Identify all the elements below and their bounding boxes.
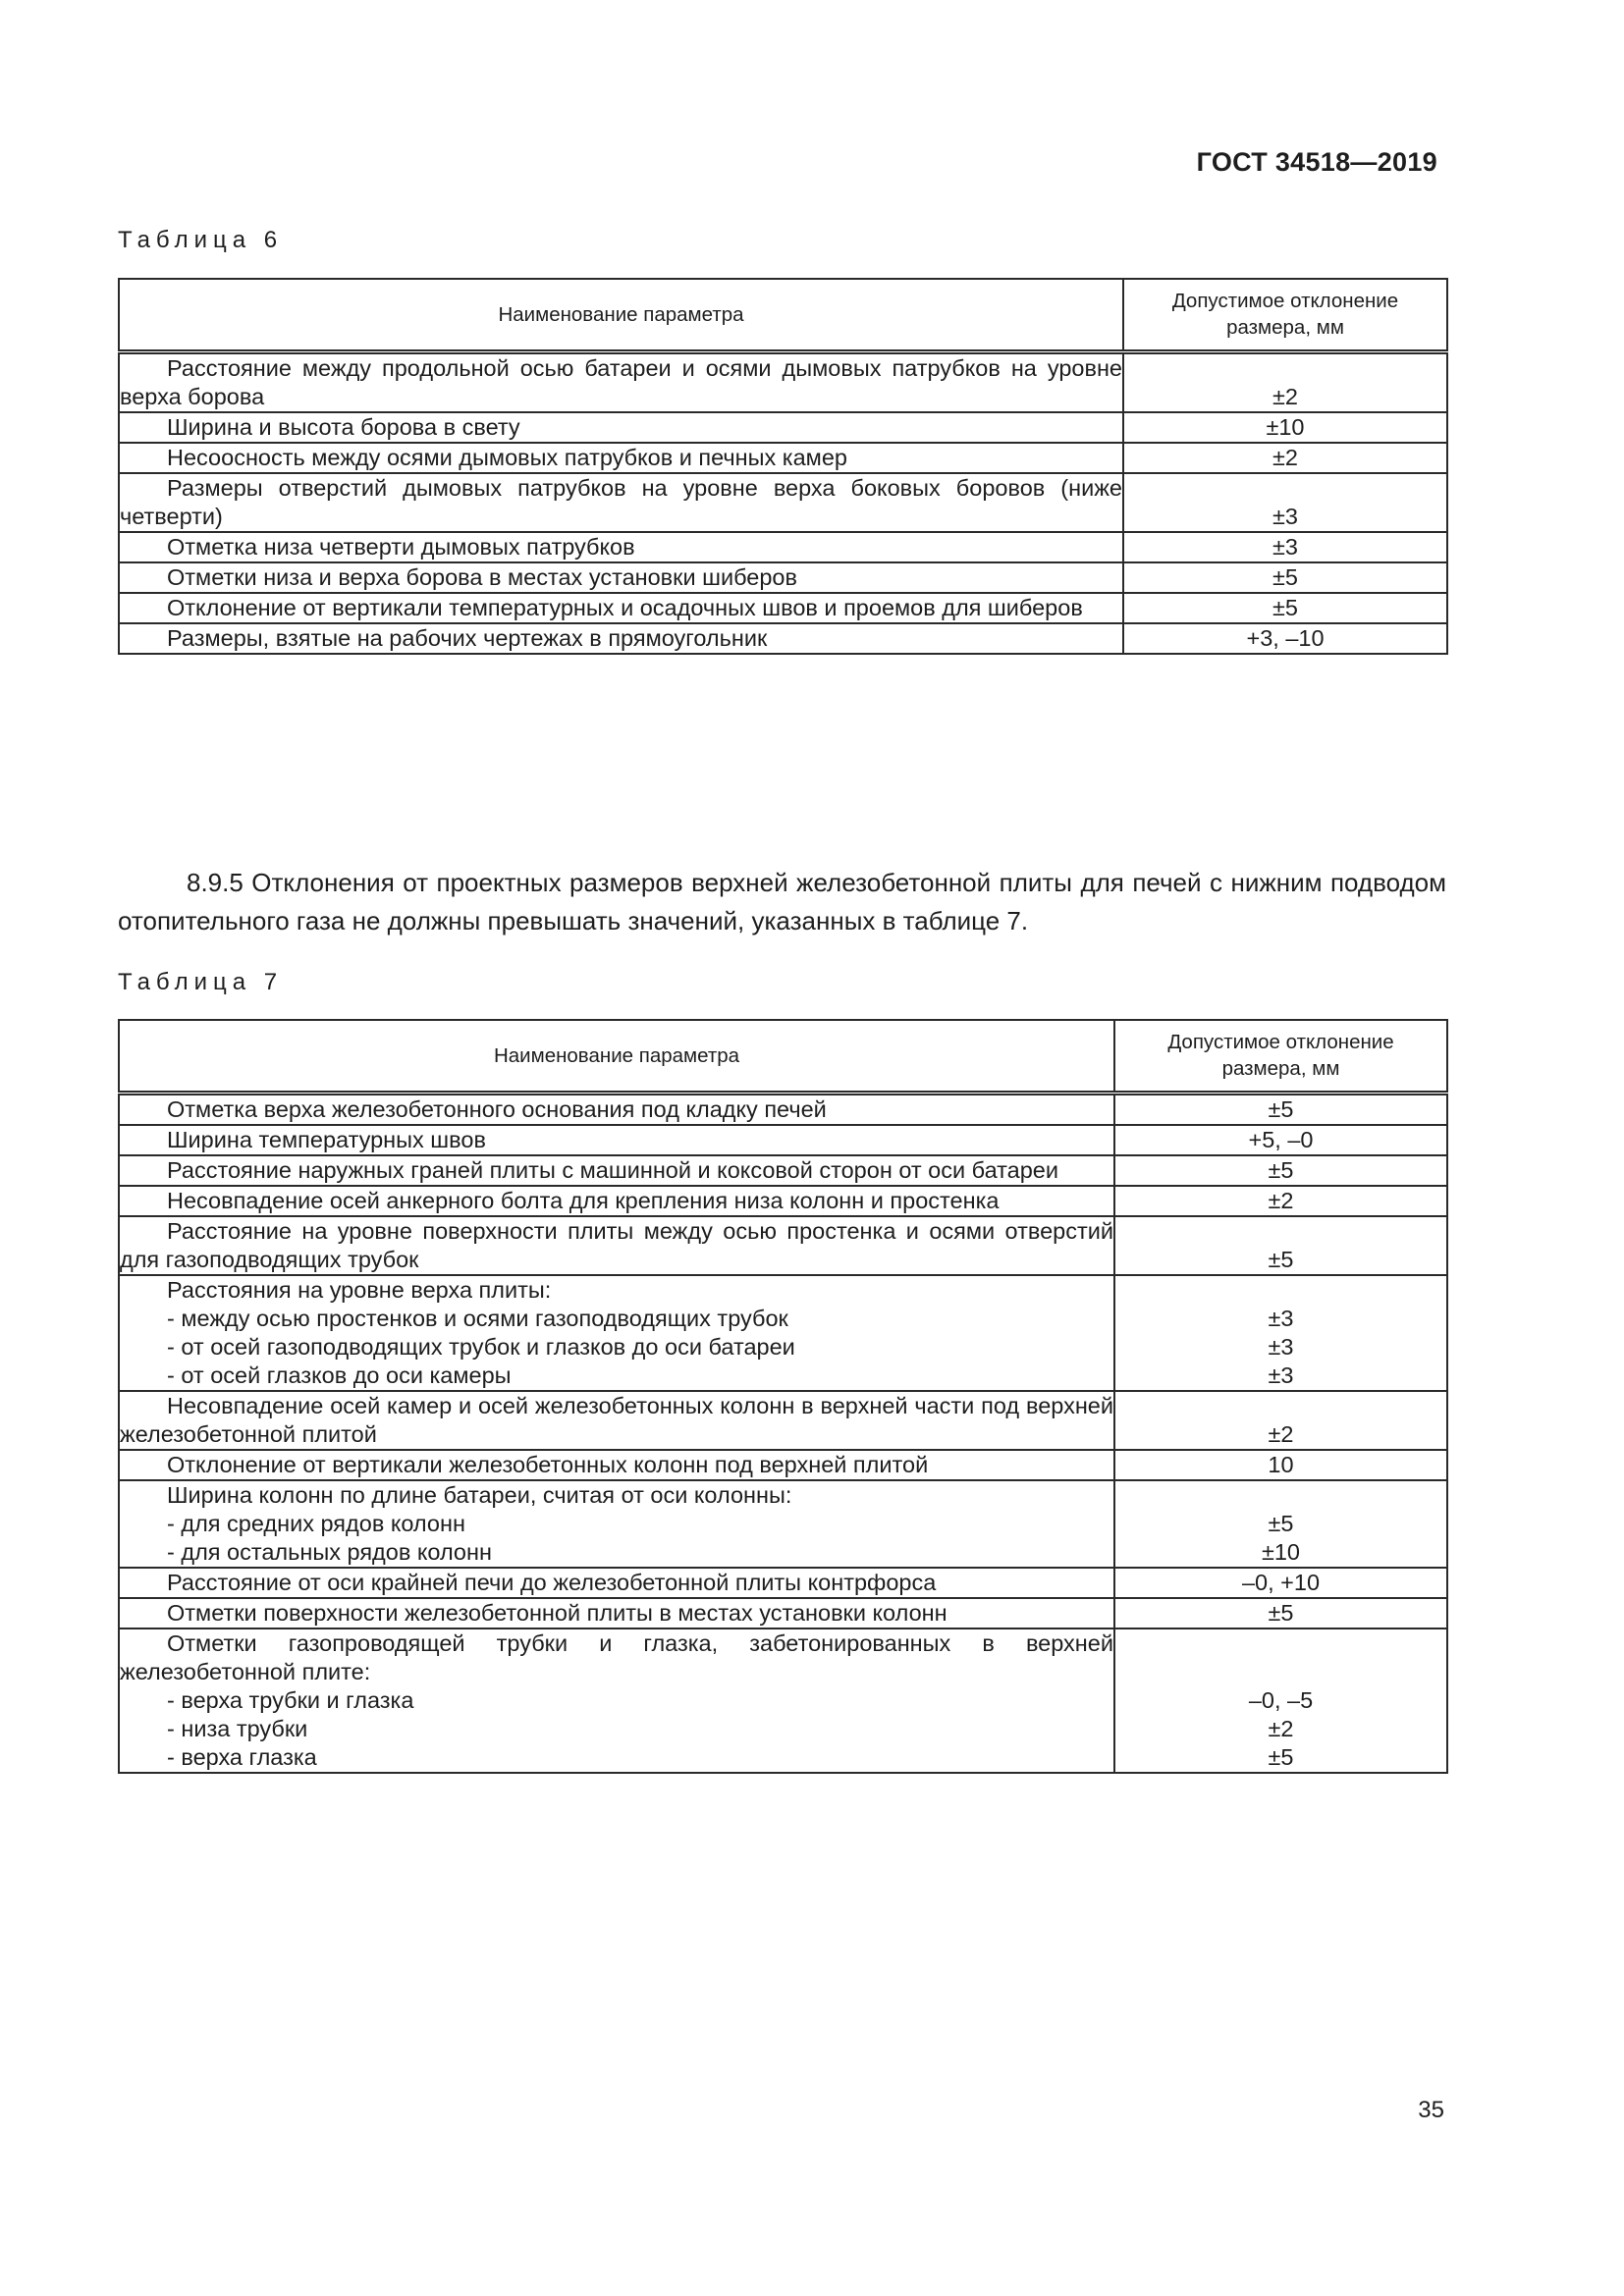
parameter-subitem: - верха трубки и глазка [167,1686,414,1713]
parameter-text: Несовпадение осей анкерного болта для крепления низа колонн и простенка [167,1187,1000,1213]
tolerance-value: ±5 [1268,1095,1294,1122]
tolerance-value: ±2 [1268,1187,1294,1213]
table-6-caption: Таблица 6 [118,227,284,253]
table-row [119,1216,1447,1275]
table-row [119,1598,1447,1629]
tolerance-cell [1114,1450,1447,1480]
parameter-text: Ширина температурных швов [167,1126,486,1152]
parameter-cell [119,1275,1114,1391]
parameter-cell [119,1155,1114,1186]
table-row [119,1480,1447,1568]
parameter-text: Размеры отверстий дымовых патрубков на уровне верха боковых боровов (ниже четверти) [120,474,1122,529]
table-7-header-value-line-1: Допустимое отклонение [1167,1031,1394,1054]
table-7-caption: Таблица 7 [118,969,284,995]
tolerance-value: ±3 [1268,1305,1294,1331]
table-7-header-value [1114,1020,1447,1093]
parameter-cell [119,593,1123,623]
table-row [119,1093,1447,1125]
tolerance-cell [1123,351,1447,412]
parameter-cell [119,1093,1114,1125]
tolerance-cell [1114,1216,1447,1275]
parameter-text: Отметка верха железобетонного основания под кладку печей [167,1095,827,1122]
parameter-cell [119,1480,1114,1568]
parameter-text: Расстояние между продольной осью батареи и осями дымовых патрубков на уровне верха борова [120,354,1122,409]
tolerance-cell [1114,1629,1447,1773]
parameter-cell [119,1568,1114,1598]
tolerance-value: 10 [1268,1451,1294,1477]
table-row [119,623,1447,654]
parameter-text: Размеры, взятые на рабочих чертежах в прямоугольник [167,624,768,651]
parameter-cell [119,412,1123,443]
page-number: 35 [1418,2097,1444,2123]
tolerance-cell [1114,1186,1447,1216]
table-7 [118,1019,1448,1774]
tolerance-value: ±3 [1272,533,1298,560]
table-6-header-value-line-2: размера, мм [1226,316,1344,340]
tolerance-value: ±5 [1268,1510,1294,1536]
tolerance-cell [1114,1391,1447,1450]
parameter-text: Несовпадение осей камер и осей железобетонных колонн в верхней части под верхней железобетонной плитой [120,1392,1113,1447]
parameter-text: Ширина колонн по длине батареи, считая от оси колонны: [167,1481,792,1508]
document-code: ГОСТ 34518—2019 [1196,147,1437,177]
tolerance-value: ±2 [1268,1715,1294,1741]
tolerance-value: ±2 [1272,383,1298,409]
parameter-cell [119,1186,1114,1216]
tolerance-value: ±5 [1272,563,1298,590]
table-row [119,532,1447,562]
tolerance-cell [1114,1125,1447,1155]
parameter-text: Расстояние от оси крайней печи до железобетонной плиты контрфорса [167,1569,937,1595]
table-row [119,593,1447,623]
tolerance-value: ±5 [1272,594,1298,620]
parameter-subitem: - от осей глазков до оси камеры [167,1362,512,1388]
paragraph-8-9-5: 8.9.5 Отклонения от проектных размеров верхней железобетонной плиты для печей с нижним подводом отопительного газа не должны превышать значений, указанных в таблице 7. [118,868,1446,935]
tolerance-cell [1123,443,1447,473]
tolerance-cell [1123,473,1447,532]
tolerance-value: +5, –0 [1248,1126,1314,1152]
tolerance-cell [1114,1275,1447,1391]
table-6 [118,278,1448,655]
table-row [119,1391,1447,1450]
table-row [119,1155,1447,1186]
tolerance-value: ±3 [1268,1362,1294,1388]
parameter-text: Отметка низа четверти дымовых патрубков [167,533,635,560]
table-row [119,351,1447,412]
tolerance-cell [1114,1155,1447,1186]
tolerance-cell [1114,1568,1447,1598]
parameter-subitem: - от осей газоподводящих трубок и глазков до оси батареи [167,1333,795,1360]
tolerance-value: ±5 [1268,1599,1294,1626]
table-row [119,443,1447,473]
parameter-cell [119,443,1123,473]
table-row [119,1125,1447,1155]
parameter-text: Расстояния на уровне верха плиты: [167,1276,552,1303]
tolerance-cell [1123,562,1447,593]
table-row [119,412,1447,443]
tolerance-value: ±5 [1268,1156,1294,1183]
parameter-text: Расстояние наружных граней плиты с машинной и коксовой сторон от оси батареи [167,1156,1058,1183]
table-7-header-param: Наименование параметра [119,1020,1114,1093]
tolerance-cell [1114,1598,1447,1629]
tolerance-value: ±10 [1261,1538,1301,1565]
parameter-text: Несоосность между осями дымовых патрубков и печных камер [167,444,847,470]
tolerance-cell [1114,1093,1447,1125]
table-row [119,1568,1447,1598]
parameter-text: Отметки поверхности железобетонной плиты в местах установки колонн [167,1599,947,1626]
parameter-cell [119,351,1123,412]
table-7-header-value-line-2: размера, мм [1221,1057,1340,1081]
table-row [119,1629,1447,1773]
table-6-body [119,351,1447,654]
tolerance-value: ±3 [1272,503,1298,529]
tolerance-cell [1123,593,1447,623]
tolerance-value: –0, –5 [1248,1686,1314,1713]
table-6-header-param: Наименование параметра [119,279,1123,351]
tolerance-value: +3, –10 [1246,624,1325,651]
tolerance-value: ±5 [1268,1246,1294,1272]
parameter-text: Отметки газопроводящей трубки и глазка, забетонированных в верхней железобетонной плите: [120,1629,1113,1684]
tolerance-value: ±2 [1272,444,1298,470]
tolerance-value: ±2 [1268,1420,1294,1447]
table-6-header-value-line-1: Допустимое отклонение [1171,290,1399,313]
parameter-text: Отклонение от вертикали железобетонных колонн под верхней плитой [167,1451,929,1477]
parameter-subitem: - для средних рядов колонн [167,1510,465,1536]
parameter-cell [119,1629,1114,1773]
tolerance-value: ±3 [1268,1333,1294,1360]
parameter-cell [119,562,1123,593]
table-6-header-value [1123,279,1447,351]
table-row [119,473,1447,532]
parameter-cell [119,1391,1114,1450]
parameter-cell [119,1598,1114,1629]
table-7-body [119,1093,1447,1773]
parameter-subitem: - для остальных рядов колонн [167,1538,492,1565]
table-row [119,1275,1447,1391]
tolerance-cell [1114,1480,1447,1568]
parameter-cell [119,532,1123,562]
tolerance-value: –0, +10 [1241,1569,1321,1595]
parameter-text: Отклонение от вертикали температурных и осадочных швов и проемов для шиберов [167,594,1083,620]
parameter-cell [119,1216,1114,1275]
parameter-cell [119,623,1123,654]
parameter-subitem: - верха глазка [167,1743,317,1770]
parameter-text: Отметки низа и верха борова в местах установки шиберов [167,563,797,590]
parameter-text: Расстояние на уровне поверхности плиты между осью простенка и осями отверстий для газоподводящих трубок [120,1217,1113,1272]
table-row [119,1186,1447,1216]
parameter-cell [119,473,1123,532]
parameter-subitem: - низа трубки [167,1715,308,1741]
table-row [119,562,1447,593]
tolerance-cell [1123,532,1447,562]
tolerance-value: ±5 [1268,1743,1294,1770]
parameter-text: Ширина и высота борова в свету [167,413,520,440]
table-row [119,1450,1447,1480]
parameter-subitem: - между осью простенков и осями газоподводящих трубок [167,1305,788,1331]
tolerance-value: ±10 [1266,413,1305,440]
tolerance-cell [1123,623,1447,654]
parameter-cell [119,1450,1114,1480]
tolerance-cell [1123,412,1447,443]
parameter-cell [119,1125,1114,1155]
